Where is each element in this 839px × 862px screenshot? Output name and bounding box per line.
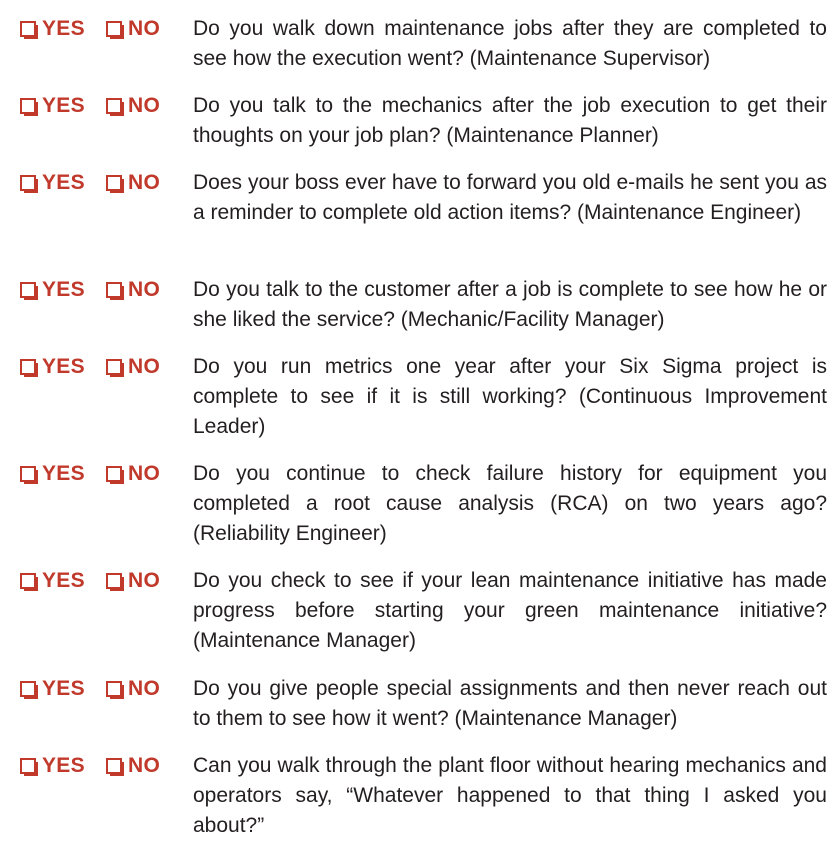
yes-checkbox[interactable]: YES <box>20 91 85 121</box>
checkbox-icon <box>20 573 36 589</box>
no-checkbox[interactable]: NO <box>106 566 160 596</box>
question-text: Do you run metrics one year after your Six Sigma project is complete to see if it is still working? (Continuous Improvement Leader) <box>193 355 827 438</box>
no-checkbox[interactable]: NO <box>106 14 160 44</box>
yes-checkbox[interactable]: YES <box>20 275 85 305</box>
question-text: Do you talk to the mechanics after the job execution to get their thoughts on your job plan? (Maintenance Planner) <box>193 94 827 147</box>
checkbox-icon <box>106 21 122 37</box>
no-checkbox[interactable]: NO <box>106 275 160 305</box>
no-checkbox[interactable]: NO <box>106 674 160 704</box>
checkbox-icon <box>20 21 36 37</box>
checkbox-icon <box>20 758 36 774</box>
yes-checkbox[interactable]: YES <box>20 14 85 44</box>
checkbox-icon <box>20 466 36 482</box>
checkbox-icon <box>106 175 122 191</box>
checkbox-icon <box>106 466 122 482</box>
question-text: Do you walk down maintenance jobs after they are completed to see how the execution went? (Maintenance Supervisor) <box>193 17 827 70</box>
checkbox-icon <box>106 98 122 114</box>
no-checkbox[interactable]: NO <box>106 459 160 489</box>
checkbox-icon <box>20 681 36 697</box>
checkbox-icon <box>20 282 36 298</box>
question-text: Can you walk through the plant floor without hearing mechanics and operators say, “Whatever happened to that thing I asked you about?” <box>193 754 827 837</box>
checkbox-icon <box>20 175 36 191</box>
question-text: Does your boss ever have to forward you old e-mails he sent you as a reminder to complete old action items? (Maintenance Engineer) <box>193 171 827 224</box>
yes-checkbox[interactable]: YES <box>20 674 85 704</box>
yes-checkbox[interactable]: YES <box>20 751 85 781</box>
no-checkbox[interactable]: NO <box>106 168 160 198</box>
yes-checkbox[interactable]: YES <box>20 352 85 382</box>
checkbox-icon <box>20 359 36 375</box>
checkbox-icon <box>106 758 122 774</box>
no-checkbox[interactable]: NO <box>106 91 160 121</box>
question-text: Do you continue to check failure history for equipment you completed a root cause analysis (RCA) on two years ago? (Reliability Engineer) <box>193 462 827 545</box>
no-checkbox[interactable]: NO <box>106 352 160 382</box>
question-text: Do you talk to the customer after a job is complete to see how he or she liked the service? (Mechanic/Facility Manager) <box>193 278 827 331</box>
yes-checkbox[interactable]: YES <box>20 168 85 198</box>
checkbox-icon <box>20 98 36 114</box>
yes-checkbox[interactable]: YES <box>20 566 85 596</box>
yes-checkbox[interactable]: YES <box>20 459 85 489</box>
checkbox-icon <box>106 359 122 375</box>
question-text: Do you check to see if your lean maintenance initiative has made progress before starting your green maintenance initiative? (Maintenance Manager) <box>193 569 827 652</box>
no-checkbox[interactable]: NO <box>106 751 160 781</box>
checkbox-icon <box>106 282 122 298</box>
checkbox-icon <box>106 573 122 589</box>
question-text: Do you give people special assignments and then never reach out to them to see how it went? (Maintenance Manager) <box>193 677 827 730</box>
checkbox-icon <box>106 681 122 697</box>
